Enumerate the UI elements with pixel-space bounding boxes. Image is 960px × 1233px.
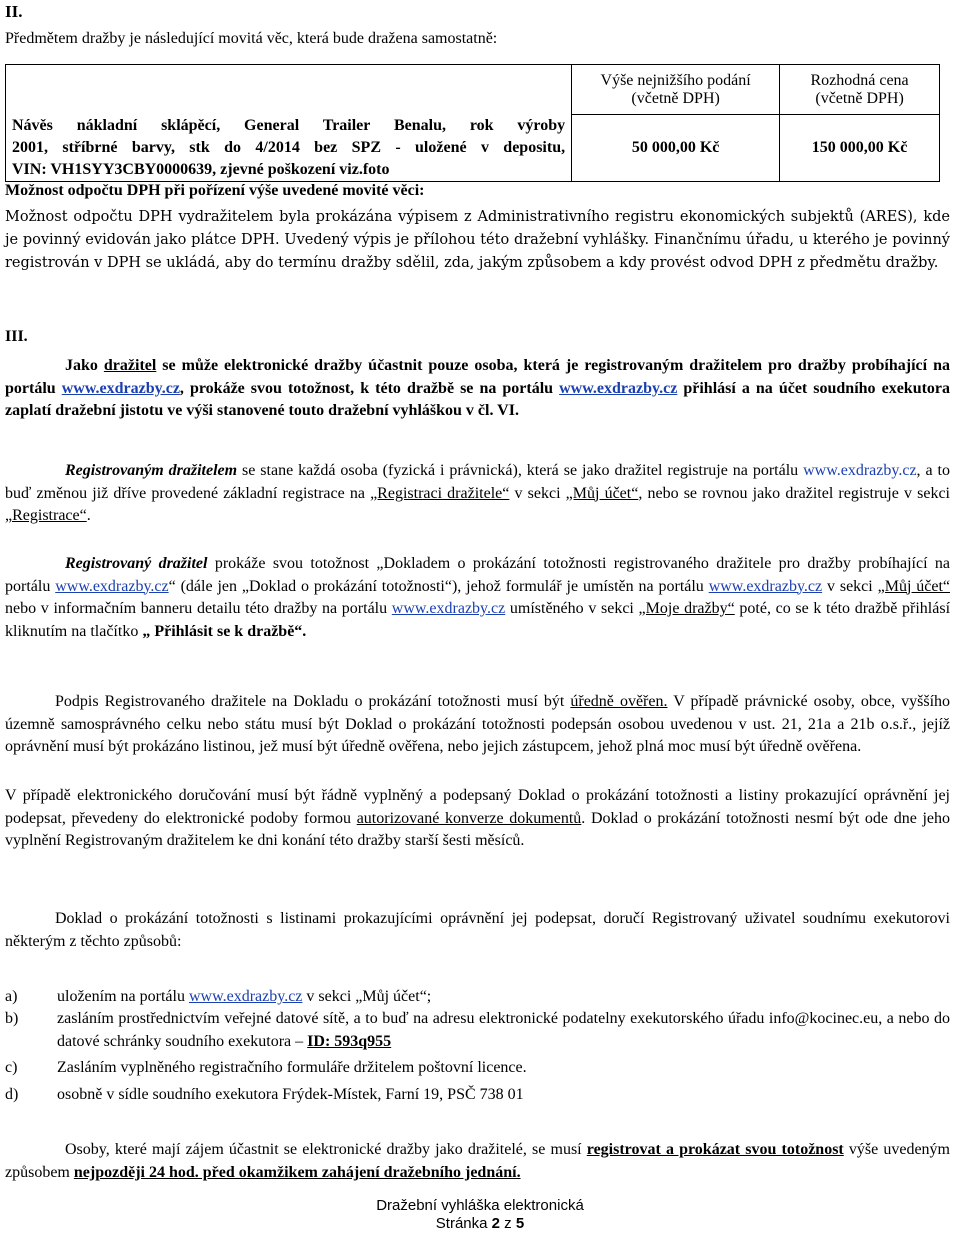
exdrazby-link[interactable]: www.exdrazby.cz bbox=[61, 379, 180, 397]
section-heading-iii: III. bbox=[5, 328, 28, 345]
vat-text: Možnost odpočtu DPH vydražitelem byla prokázána výpisem z Administrativního registru ekonomických subjektů (ARES), kde je povinný evidován jako plátce DPH. Uvedený výpis je přílohou této dražební vyhlášky. Finančnímu úřadu, u kterého je povinný registrován v DPH se ukládá, aby do termínu dražby sdělil, zda, jakým způsobem a kdy provést odvod DPH z předmětu dražby. bbox=[5, 209, 950, 271]
min-bid-header: Výše nejnižšího podání (včetně DPH) bbox=[572, 65, 780, 115]
footer-title: Dražební vyhláška elektronická bbox=[376, 1197, 584, 1214]
paragraph-identity-proof: Registrovaný dražitel prokáže svou totožnost „Dokladem o prokázání totožnosti registrovaného dražitele pro dražby probíhající na portálu www.exdrazby.cz“ (dále jen „Doklad o prokázání totožnosti“), jehož formulář je umístěn na portálu www.exdrazby.cz v sekci „Můj účet“ nebo v informačním banneru detailu této dražby na portálu www.exdrazby.cz umístěného v sekci „Moje dražby“ poté, co se k této dražbě přihlásí kliknutím na tlačítko „ Přihlásit se k dražbě“. bbox=[5, 555, 951, 640]
decisive-price-header: Rozhodná cena (včetně DPH) bbox=[780, 65, 940, 115]
exdrazby-link[interactable]: www.exdrazby.cz bbox=[391, 600, 506, 617]
exdrazby-link[interactable]: www.exdrazby.cz bbox=[559, 379, 678, 397]
footer-page-number: Stránka 2 z 5 bbox=[435, 1215, 525, 1232]
decisive-price-value: 150 000,00 Kč bbox=[780, 115, 940, 182]
section-heading-ii: II. bbox=[5, 2, 23, 21]
paragraph-signature: Podpis Registrovaného dražitele na Dokladu o prokázání totožnosti musí být úředně ověřen. V případě právnické osoby, obce, vyššího územně samosprávného celku nebo státu musí být Doklad o prokázání totožnosti podepsán osobou uvedenou v ust. 21, 21a a 21b o.s.ř., jejíž oprávnění musí být prokázáno listinou, jež musí být úředně ověřena, nebo jejich zástupcem, jehož plná moc musí být úředně ověřena. bbox=[5, 693, 951, 755]
paragraph-electronic-delivery: V případě elektronického doručování musí být řádně vyplněný a podepsaný Doklad o prokázání totožnosti a listiny prokazující oprávnění jej podepsat, převedeny do elektronické podoby formou autorizované konverze dokumentů. Doklad o prokázání totožnosti nesmí být ode dne jeho vyplnění Registrovaným dražitelem ke dni konání této dražby starší šesti měsíců. bbox=[5, 787, 951, 849]
exdrazby-link[interactable]: www.exdrazby.cz bbox=[803, 462, 917, 479]
item-description: Návěs nákladní sklápěcí, General Trailer Benalu, rok výroby 2001, stříbrné barvy, stk do 4/2014 bez SPZ - uložené v depositu, VIN: VH1SYY3CBY0000639, zjevné poškození viz.foto bbox=[6, 115, 572, 182]
exdrazby-link[interactable]: www.exdrazby.cz bbox=[55, 577, 169, 595]
exdrazby-link[interactable]: www.exdrazby.cz bbox=[708, 577, 823, 595]
paragraph-registered-bidder: Registrovaným dražitelem se stane každá osoba (fyzická i právnická), která se jako dražitel registruje na portálu www.exdrazby.cz, a to buď změnou již dříve provedené základní registrace na „Registraci dražitele“ v sekci „Můj účet“, nebo se rovnou jako dražitel registruje v sekci „Registrace“. bbox=[5, 462, 951, 524]
vat-heading: Možnost odpočtu DPH při pořízení výše uvedené movité věci: bbox=[5, 182, 425, 199]
auction-item-table bbox=[5, 64, 940, 182]
min-bid-value: 50 000,00 Kč bbox=[572, 115, 780, 182]
paragraph-delivery-methods: Doklad o prokázání totožnosti s listinami prokazujícími oprávnění jej podepsat, doručí Registrovaný uživatel soudnímu exekutorovi některým z těchto způsobů: bbox=[5, 910, 950, 950]
paragraph-bidder-conditions: Jako dražitel se může elektronické dražby účastnit pouze osoba, která je registrovaným dražitelem pro dražby probíhající na portálu www.exdrazby.cz, prokáže svou totožnost, k této dražbě se na portálu www.exdrazby.cz přihlásí a na účet soudního exekutora zaplatí dražební jistotu ve výši stanovené touto dražební vyhláškou v čl. VI. bbox=[5, 357, 951, 419]
paragraph-registration-deadline: Osoby, které mají zájem účastnit se elektronické dražby jako dražitelé, se musí registrovat a prokázat svou totožnost výše uvedeným způsobem nejpozději 24 hod. před okamžikem zahájení dražebního jednání. bbox=[5, 1141, 951, 1181]
item-header-empty bbox=[6, 65, 572, 115]
exdrazby-link[interactable]: www.exdrazby.cz bbox=[188, 988, 303, 1005]
intro-text: Předmětem dražby je následující movitá věc, která bude dražena samostatně: bbox=[5, 30, 498, 47]
